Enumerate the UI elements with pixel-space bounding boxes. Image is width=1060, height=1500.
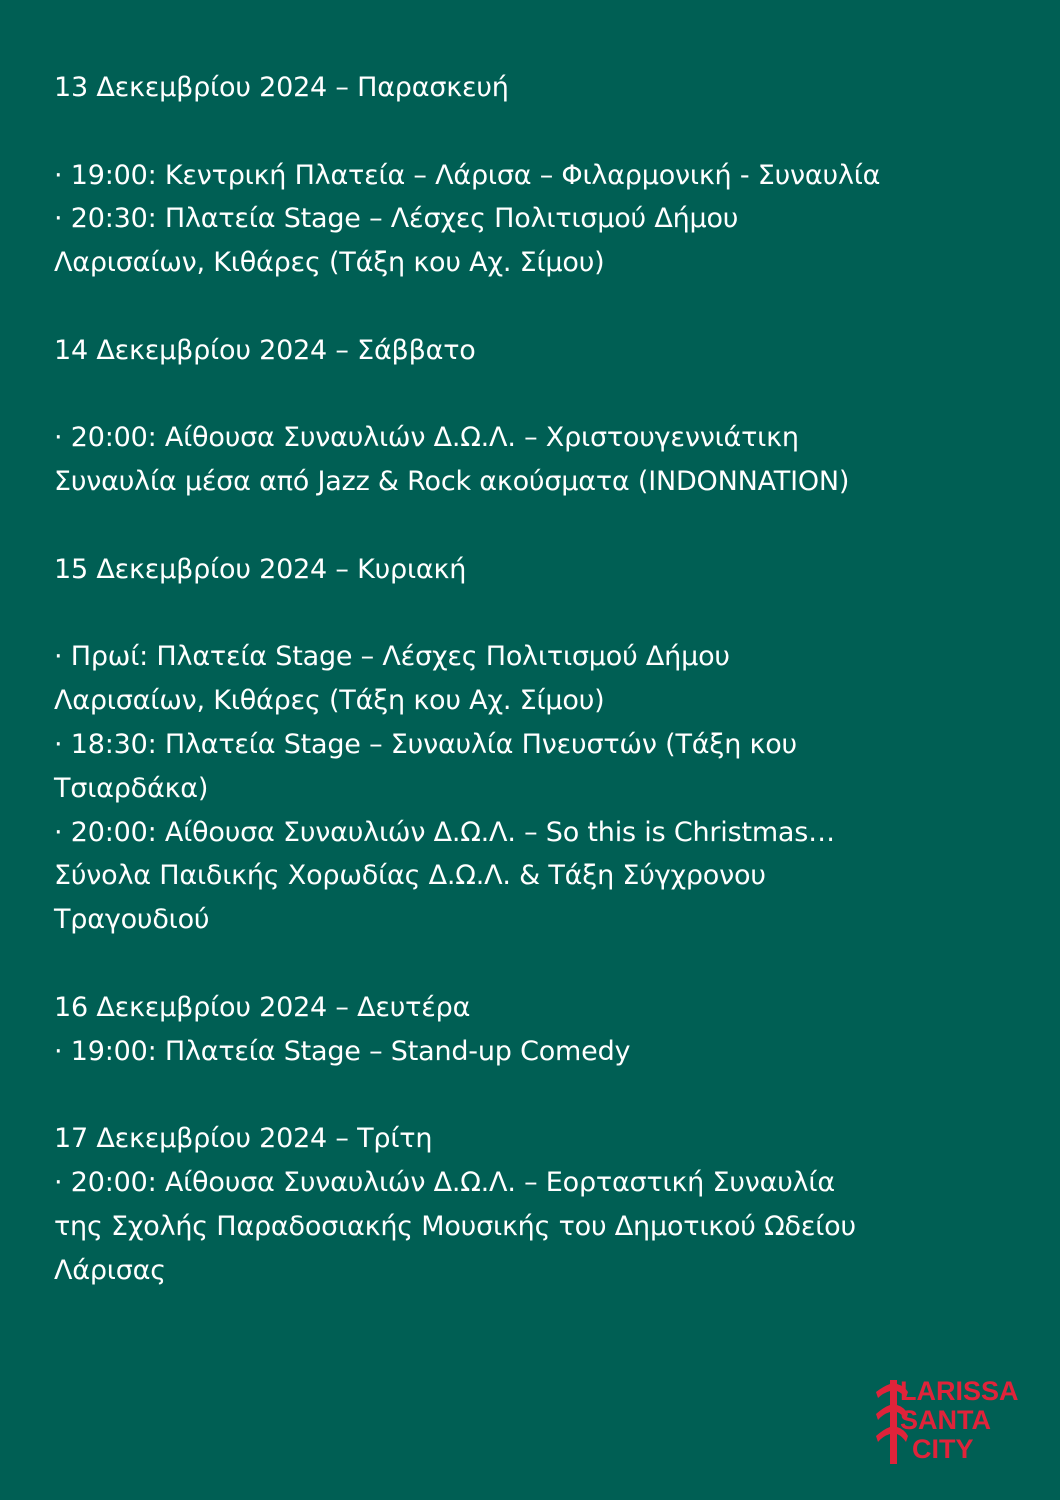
event-line: Τσιαρδάκα): [54, 772, 209, 804]
event-line: · 20:00: Αίθουσα Συναυλιών Δ.Ω.Λ. – So this is Christmas…: [54, 816, 835, 848]
event-line: · 20:00: Αίθουσα Συναυλιών Δ.Ω.Λ. – Εορταστική Συναυλία: [54, 1166, 835, 1198]
event-line: · 20:30: Πλατεία Stage – Λέσχες Πολιτισμού Δήμου: [54, 203, 739, 235]
day-heading: 17 Δεκεμβρίου 2024 – Τρίτη: [54, 1123, 433, 1155]
day-section: [54, 329, 1014, 548]
spacer: [54, 373, 1014, 417]
day-section: [54, 548, 1014, 986]
event-line: Λάρισας: [54, 1254, 166, 1286]
event-line: Σύνολα Παιδικής Χορωδίας Δ.Ω.Λ. & Τάξη Σύγχρονου: [54, 860, 766, 892]
event-line: της Σχολής Παραδοσιακής Μουσικής του Δημοτικού Ωδείου: [54, 1210, 856, 1242]
schedule: [54, 66, 1014, 1292]
spacer: [54, 942, 1014, 986]
day-heading: 15 Δεκεμβρίου 2024 – Κυριακή: [54, 553, 467, 585]
logo-line-3: CITY: [912, 1434, 974, 1464]
spacer: [54, 285, 1014, 329]
day-section: [54, 1117, 1014, 1292]
day-heading: 13 Δεκεμβρίου 2024 – Παρασκευή: [54, 72, 509, 103]
spacer: [54, 1073, 1014, 1117]
event-line: · 18:30: Πλατεία Stage – Συναυλία Πνευστών (Τάξη κου: [54, 728, 797, 760]
event-line: Συναυλία μέσα από Jazz & Rock ακούσματα (INDONNATION): [54, 466, 850, 498]
logo-graphic: [874, 1374, 1030, 1466]
day-heading: 14 Δεκεμβρίου 2024 – Σάββατο: [54, 334, 476, 366]
spacer: [54, 592, 1014, 636]
event-line: · 19:00: Πλατεία Stage – Stand-up Comedy: [54, 1035, 631, 1067]
logo-line-1: LARISSA: [900, 1376, 1019, 1406]
logo-line-2: SANTA: [900, 1405, 991, 1435]
spacer: [54, 504, 1014, 548]
day-section: [54, 986, 1014, 1117]
event-line: Λαρισαίων, Κιθάρες (Τάξη κου Αχ. Σίμου): [54, 685, 605, 717]
spacer: [54, 110, 1014, 154]
day-heading: 16 Δεκεμβρίου 2024 – Δευτέρα: [54, 991, 471, 1023]
day-section: [54, 66, 1014, 329]
larissa-santa-city-logo: [874, 1374, 1030, 1466]
event-line: · Πρωί: Πλατεία Stage – Λέσχες Πολιτισμού Δήμου: [54, 641, 730, 673]
event-line: · 20:00: Αίθουσα Συναυλιών Δ.Ω.Λ. – Χριστουγεννιάτικη: [54, 422, 799, 454]
event-line: Τραγουδιού: [54, 904, 210, 936]
event-line: · 19:00: Κεντρική Πλατεία – Λάρισα – Φιλαρμονική - Συναυλία: [54, 159, 881, 191]
event-line: Λαρισαίων, Κιθάρες (Τάξη κου Αχ. Σίμου): [54, 247, 605, 279]
